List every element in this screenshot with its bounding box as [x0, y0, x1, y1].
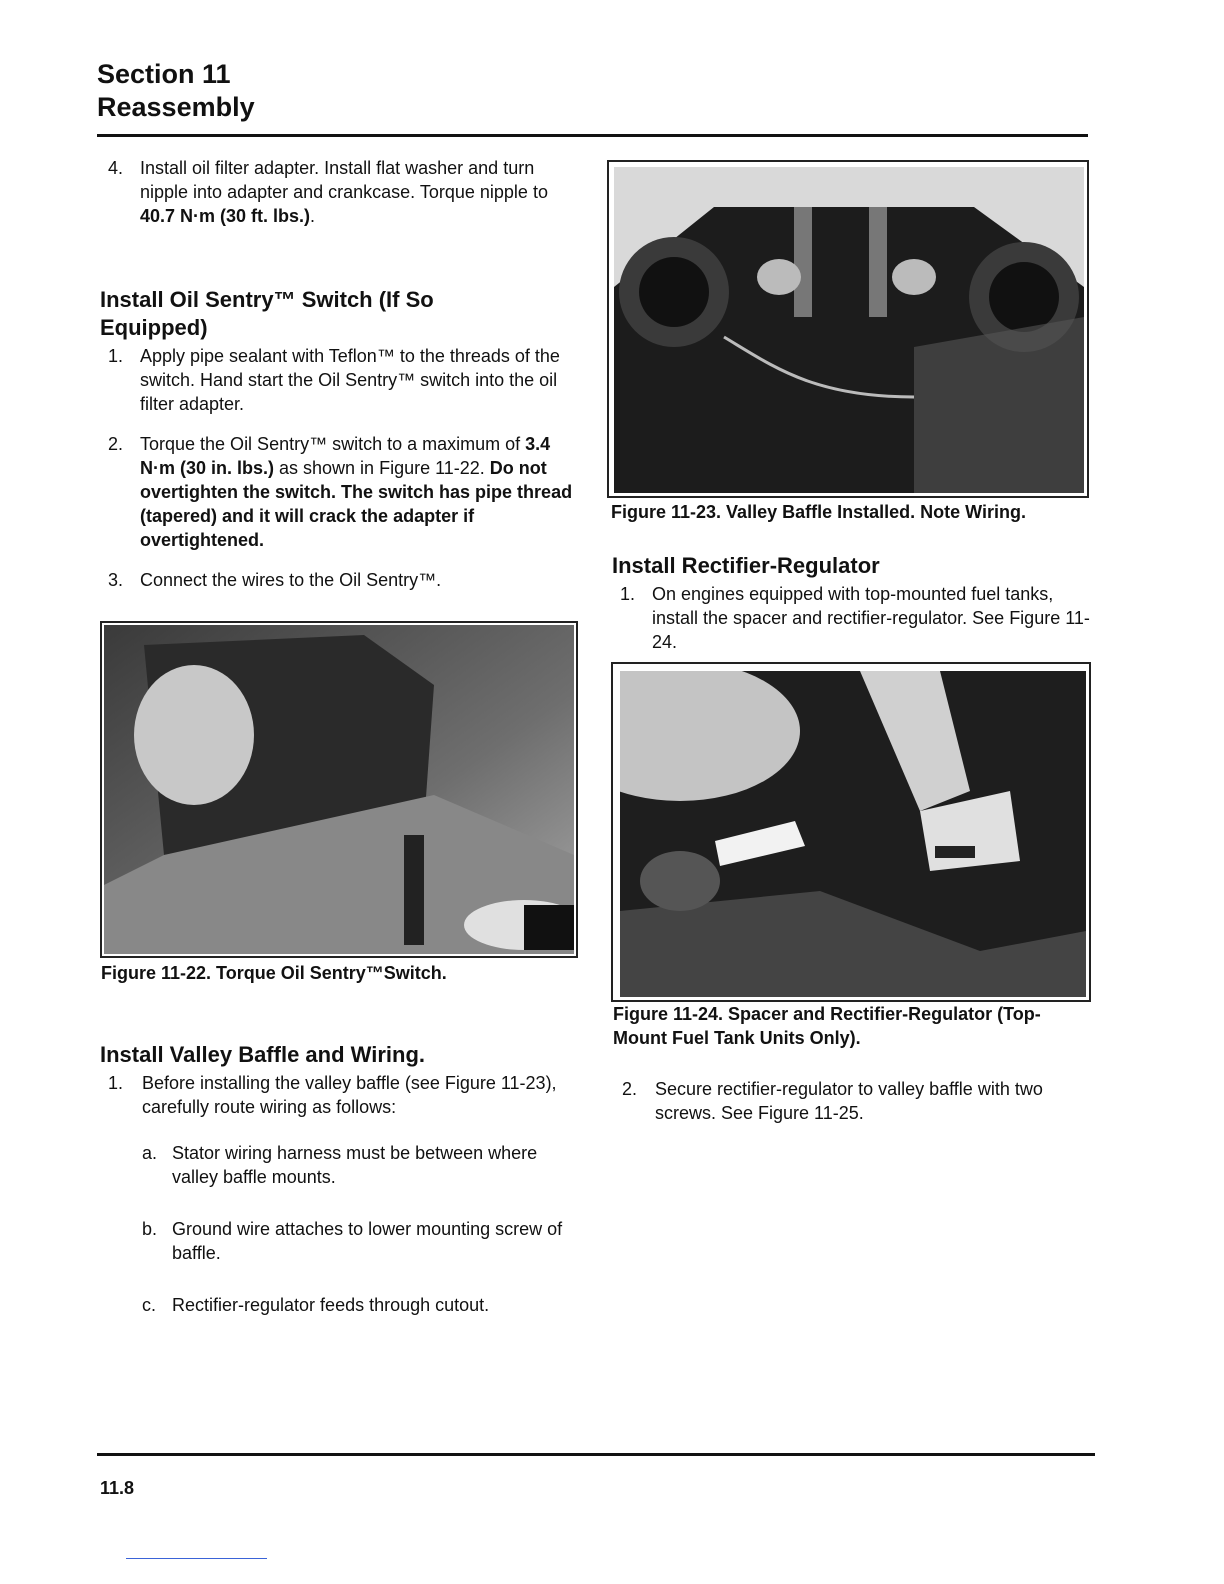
- right-column-top: [612, 552, 1092, 654]
- valley-baffle-heading: Install Valley Baffle and Wiring.: [100, 1042, 425, 1067]
- oil-sentry-step-2: 2. Torque the Oil Sentry™ switch to a maximum of 3.4 N·m (30 in. lbs.) as shown in Figure 11-22. Do not overtighten the switch. The switch has pipe thread (tapered) and it will crack the adapter if overtightened.: [108, 434, 573, 550]
- figure-11-23-caption: Figure 11-23. Valley Baffle Installed. Note Wiring.: [611, 502, 1026, 522]
- footer-rule: [97, 1453, 1095, 1456]
- figure-11-23-photo: [607, 160, 1089, 498]
- left-column-top: [100, 156, 580, 592]
- left-column-bottom: [100, 1041, 580, 1317]
- figure-11-24-caption: Figure 11-24. Spacer and Rectifier-Regulator (Top-Mount Fuel Tank Units Only).: [613, 1004, 1041, 1048]
- step-4: 4. Install oil filter adapter. Install flat washer and turn nipple into adapter and crankcase. Torque nipple to 40.7 N·m (30 ft. lbs.).: [108, 158, 548, 226]
- section-number: Section 11: [97, 59, 231, 89]
- footer-link-underline: [126, 1558, 267, 1559]
- figure-11-22-caption: Figure 11-22. Torque Oil Sentry™Switch.: [101, 963, 447, 983]
- section-title: Reassembly: [97, 92, 255, 122]
- valley-step-c: c. Rectifier-regulator feeds through cutout.: [142, 1295, 490, 1315]
- page-number: 11.8: [100, 1478, 135, 1498]
- figure-11-22-photo: [100, 621, 578, 958]
- rectifier-step-1: 1. On engines equipped with top-mounted fuel tanks, install the spacer and rectifier-regulator. See Figure 11-24.: [620, 584, 1090, 652]
- valley-step-a: a. Stator wiring harness must be between where valley baffle mounts.: [142, 1143, 538, 1187]
- figure-11-24-photo: [611, 662, 1091, 1002]
- oil-sentry-heading: Install Oil Sentry™ Switch (If So Equipped): [100, 287, 434, 340]
- oil-sentry-step-1: 1. Apply pipe sealant with Teflon™ to the threads of the switch. Hand start the Oil Sentry™ switch into the oil filter adapter.: [108, 346, 560, 414]
- page-header: [97, 58, 255, 124]
- valley-step-1: 1. Before installing the valley baffle (see Figure 11-23), carefully route wiring as follows:: [108, 1073, 557, 1117]
- rectifier-heading: Install Rectifier-Regulator: [612, 553, 880, 578]
- oil-sentry-step-3: 3. Connect the wires to the Oil Sentry™.: [108, 570, 442, 590]
- valley-step-b: b. Ground wire attaches to lower mounting screw of baffle.: [142, 1219, 563, 1263]
- right-column-bottom: [614, 1077, 1094, 1125]
- header-rule: [97, 134, 1088, 137]
- rectifier-step-2: 2. Secure rectifier-regulator to valley baffle with two screws. See Figure 11-25.: [622, 1079, 1043, 1123]
